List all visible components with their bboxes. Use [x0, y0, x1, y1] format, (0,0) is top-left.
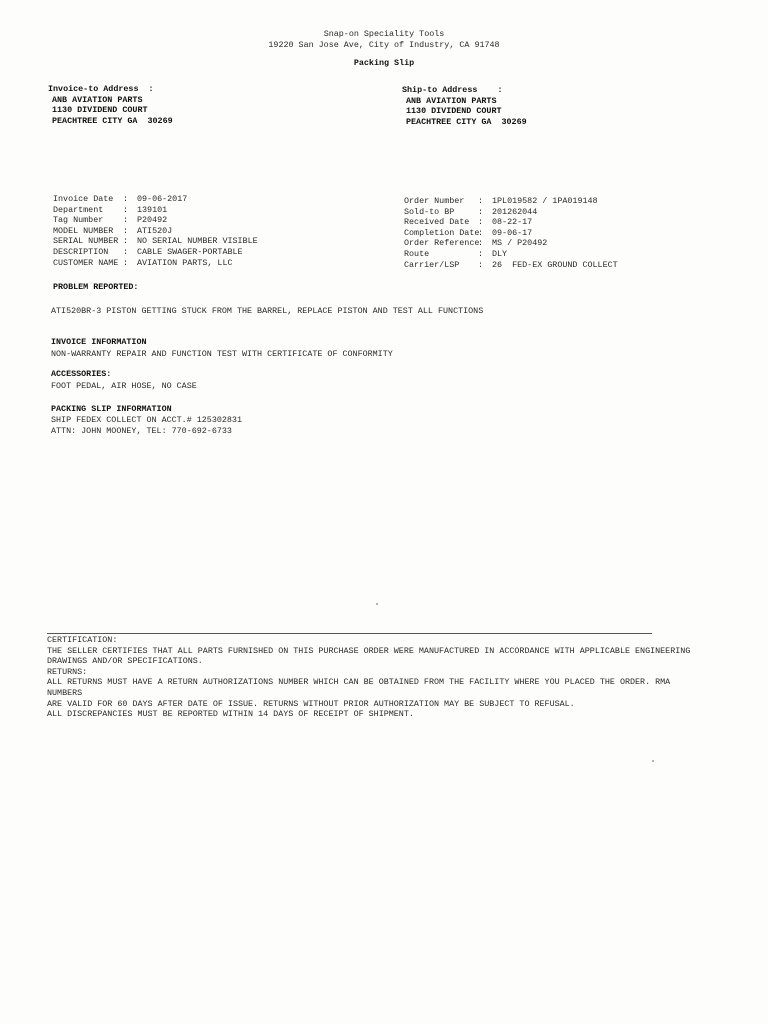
- detail-row: Received Date : 08-22-17: [404, 217, 533, 228]
- scan-speck: [652, 760, 654, 762]
- detail-value: 201262044: [492, 206, 538, 217]
- detail-value: 26 FED-EX GROUND COLLECT: [492, 259, 618, 270]
- detail-label: DESCRIPTION: [53, 246, 109, 257]
- detail-value: 08-22-17: [492, 217, 533, 228]
- problem-text: ATI520BR-3 PISTON GETTING STUCK FROM THE BARREL, REPLACE PISTON AND TEST ALL FUNCTIONS: [51, 306, 484, 316]
- ship-to-line: 1130 DIVIDEND COURT: [406, 106, 502, 117]
- invoice-info-text: NON-WARRANTY REPAIR AND FUNCTION TEST WITH CERTIFICATE OF CONFORMITY: [51, 349, 393, 359]
- detail-row: Completion Date: 09-06-17: [404, 227, 533, 238]
- packing-info-heading: PACKING SLIP INFORMATION: [51, 404, 172, 414]
- invoice-to-line: 1130 DIVIDEND COURT: [52, 105, 148, 116]
- detail-value: 1PL019582 / 1PA019148: [492, 196, 598, 206]
- detail-label: Invoice Date: [53, 194, 114, 204]
- footer-line: ARE VALID FOR 60 DAYS AFTER DATE OF ISSUE. RETURNS WITHOUT PRIOR AUTHORIZATION MAY BE SUBJECT TO REFUSAL.: [47, 698, 575, 709]
- detail-value: MS / P20492: [492, 238, 548, 249]
- details-right: [404, 196, 618, 270]
- detail-row: SERIAL NUMBER : NO SERIAL NUMBER VISIBLE: [53, 236, 258, 247]
- packing-info-line: SHIP FEDEX COLLECT ON ACCT.# 125302831: [51, 415, 242, 425]
- footer-line: THE SELLER CERTIFIES THAT ALL PARTS FURNISHED ON THIS PURCHASE ORDER WERE MANUFACTURED IN ACCORDANCE WITH APPLICABLE ENGINEERING: [47, 645, 691, 656]
- accessories-heading: ACCESSORIES:: [51, 369, 112, 379]
- detail-label: Order Reference: [404, 238, 480, 249]
- detail-value: 09-06-17: [492, 227, 533, 238]
- footer-line: CERTIFICATION:: [47, 635, 118, 645]
- ship-to-line: PEACHTREE CITY GA 30269: [406, 116, 527, 127]
- footer-line: DRAWINGS AND/OR SPECIFICATIONS.: [47, 656, 203, 667]
- details-left: [53, 194, 258, 268]
- company-address: 19220 San Jose Ave, City of Industry, CA 91748: [268, 39, 500, 50]
- invoice-to-label: Invoice-to Address :: [48, 84, 154, 94]
- detail-row: Tag Number : P20492: [53, 215, 168, 226]
- detail-value: DLY: [492, 248, 508, 259]
- detail-row: Carrier/LSP : 26 FED-EX GROUND COLLECT: [404, 259, 618, 270]
- detail-value: CABLE SWAGER-PORTABLE: [137, 246, 243, 257]
- ship-to-address: [402, 85, 527, 127]
- detail-row: CUSTOMER NAME : AVIATION PARTS, LLC: [53, 257, 233, 268]
- packing-info-line: ATTN: JOHN MOONEY, TEL: 770-692-6733: [51, 426, 232, 436]
- detail-row: MODEL NUMBER : ATI520J: [53, 225, 173, 236]
- document-header: [0, 29, 768, 69]
- detail-row: Sold-to BP : 201262044: [404, 206, 538, 217]
- document-title: Packing Slip: [353, 58, 415, 69]
- footer-line: NUMBERS: [47, 687, 83, 698]
- footer-line: RETURNS:: [47, 666, 88, 677]
- detail-value: 139101: [137, 204, 168, 215]
- ship-to-label: Ship-to Address :: [402, 85, 503, 95]
- detail-label: Order Number: [404, 196, 465, 206]
- detail-value: AVIATION PARTS, LLC: [137, 257, 233, 268]
- detail-row: Order Number : 1PL019582 / 1PA019148: [404, 196, 598, 206]
- problem-heading: PROBLEM REPORTED:: [53, 282, 139, 292]
- detail-label: Completion Date: [404, 227, 480, 238]
- detail-label: CUSTOMER NAME: [53, 257, 119, 268]
- detail-value: 09-06-2017: [137, 194, 188, 204]
- detail-label: SERIAL NUMBER: [53, 236, 119, 247]
- company-name: Snap-on Speciality Tools: [323, 29, 445, 39]
- footer-line: ALL RETURNS MUST HAVE A RETURN AUTHORIZATIONS NUMBER WHICH CAN BE OBTAINED FROM THE FACILITY WHERE YOU PLACED THE ORDER. RMA: [47, 677, 671, 688]
- detail-row: Order Reference: MS / P20492: [404, 238, 548, 249]
- detail-row: Department : 139101: [53, 204, 168, 215]
- accessories-text: FOOT PEDAL, AIR HOSE, NO CASE: [51, 381, 197, 391]
- invoice-to-line: ANB AVIATION PARTS: [52, 94, 143, 105]
- footer-line: ALL DISCREPANCIES MUST BE REPORTED WITHIN 14 DAYS OF RECEIPT OF SHIPMENT.: [47, 709, 414, 720]
- detail-row: DESCRIPTION : CABLE SWAGER-PORTABLE: [53, 246, 243, 257]
- detail-row: Invoice Date : 09-06-2017: [53, 194, 188, 204]
- invoice-info-heading: INVOICE INFORMATION: [51, 337, 147, 347]
- detail-label: Received Date: [404, 217, 470, 228]
- ship-to-line: ANB AVIATION PARTS: [406, 95, 497, 106]
- detail-value: NO SERIAL NUMBER VISIBLE: [137, 236, 258, 247]
- detail-row: Route : DLY: [404, 248, 508, 259]
- detail-label: Carrier/LSP: [404, 259, 460, 270]
- scan-speck: [376, 603, 378, 605]
- detail-label: MODEL NUMBER: [53, 225, 114, 236]
- detail-label: Sold-to BP: [404, 206, 455, 217]
- detail-value: ATI520J: [137, 225, 173, 236]
- footer-divider: [47, 633, 652, 634]
- detail-label: Tag Number: [53, 215, 104, 226]
- detail-label: Department: [53, 204, 104, 215]
- invoice-to-line: PEACHTREE CITY GA 30269: [52, 115, 173, 126]
- detail-label: Route: [404, 248, 430, 259]
- invoice-to-address: [48, 84, 173, 126]
- detail-value: P20492: [137, 215, 168, 226]
- footer-terms: [47, 635, 707, 720]
